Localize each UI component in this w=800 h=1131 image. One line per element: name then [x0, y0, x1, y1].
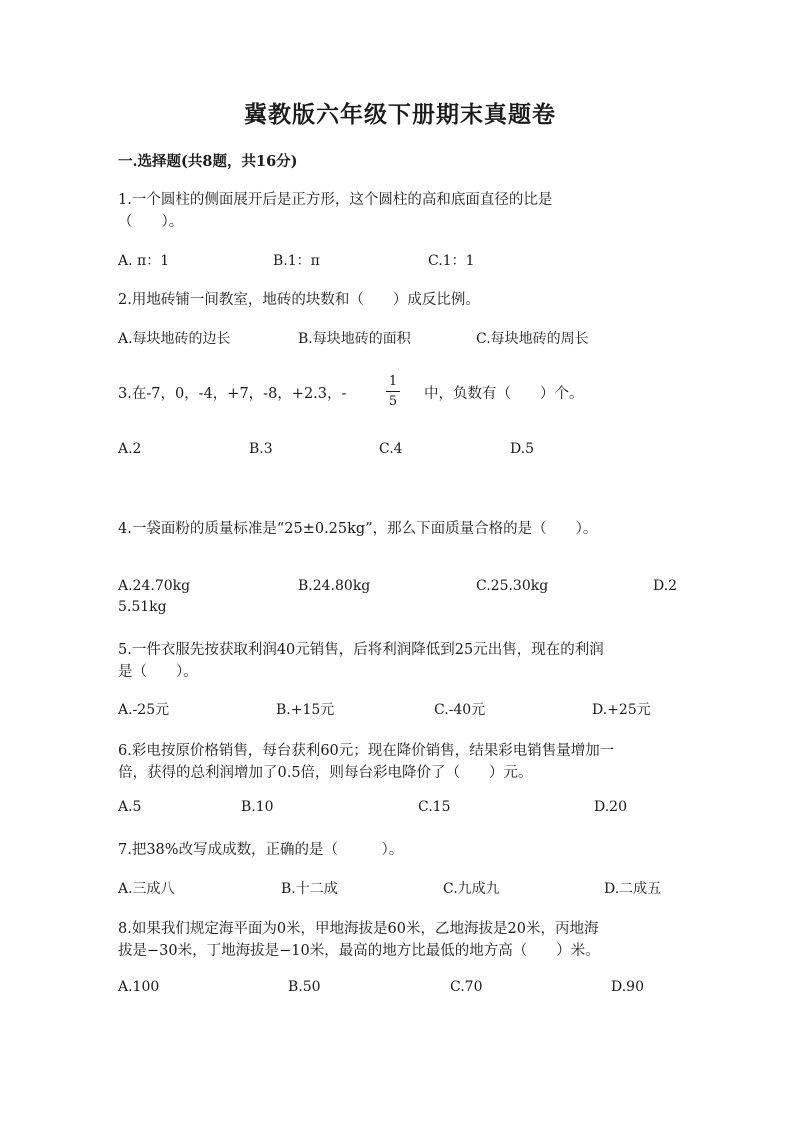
question-5-text-cont: 是（ ）。 [118, 664, 198, 680]
question-3-text: 3.在-7，0，-4，+7，-8，+2.3，- [118, 386, 347, 402]
question-4-option-b: B.24.80kg [298, 578, 371, 594]
question-8-text-cont: 拔是−30米，丁地海拔是−10米，最高的地方比最低的地方高（ ）米。 [118, 943, 600, 959]
question-8-option-d: D.90 [611, 979, 644, 995]
question-4-option-d: D.2 [653, 578, 678, 594]
question-4-text: 4.一袋面粉的质量标准是“25±0.25kg”，那么下面质量合格的是（ ）。 [118, 521, 598, 537]
question-1-text: 1.一个圆柱的侧面展开后是正方形，这个圆柱的高和底面直径的比是 [118, 192, 553, 208]
question-3-option-d: D.5 [510, 441, 535, 457]
exam-title: 冀教版六年级下册期末真题卷 [244, 101, 556, 128]
question-1-text-cont: （ ）。 [118, 214, 184, 230]
question-8-option-b: B.50 [288, 979, 321, 995]
question-6-text-cont: 倍，获得的总利润增加了0.5倍，则每台彩电降价了（ ）元。 [118, 765, 533, 781]
question-5-option-d: D.+25元 [592, 702, 651, 718]
question-5-text: 5.一件衣服先按获取利润40元销售，后将利润降低到25元出售，现在的利润 [118, 642, 604, 658]
fraction-one-fifth [381, 374, 405, 409]
question-8-text: 8.如果我们规定海平面为0米，甲地海拔是60米，乙地海拔是20米，丙地海 [118, 921, 599, 937]
fraction-numerator: 1 [388, 374, 398, 389]
question-3-text-cont: 中，负数有（ ）个。 [424, 386, 584, 402]
question-7-text: 7.把38%改写成成数，正确的是（ ）。 [118, 842, 404, 858]
question-2-option-a: A.每块地砖的边长 [118, 331, 231, 347]
question-2-text: 2.用地砖铺一间教室，地砖的块数和（ ）成反比例。 [118, 292, 480, 308]
question-5-option-b: B.+15元 [276, 702, 335, 718]
question-4-option-c: C.25.30kg [476, 578, 549, 594]
question-5-option-c: C.-40元 [434, 702, 486, 718]
question-1-option-a: A. π：1 [118, 253, 170, 269]
fraction-bar [386, 391, 400, 392]
question-6-option-c: C.15 [418, 799, 451, 815]
question-3-option-b: B.3 [249, 441, 273, 457]
question-2-option-c: C.每块地砖的周长 [476, 331, 589, 347]
question-7-option-b: B.十二成 [281, 881, 338, 897]
question-6-text: 6.彩电按原价格销售，每台获利60元；现在降价销售，结果彩电销售量增加一 [118, 743, 615, 759]
question-7-option-d: D.二成五 [604, 881, 662, 897]
question-4-option-a: A.24.70kg [118, 578, 191, 594]
question-6-option-b: B.10 [241, 799, 274, 815]
question-6-option-d: D.20 [594, 799, 627, 815]
question-8-option-c: C.70 [450, 979, 483, 995]
section-heading: 一.选择题(共8题，共16分) [118, 153, 298, 170]
question-7-option-c: C.九成九 [443, 881, 500, 897]
question-3-option-a: A.2 [118, 441, 142, 457]
question-2-option-b: B.每块地砖的面积 [298, 331, 411, 347]
question-1-option-b: B.1：π [273, 253, 320, 269]
question-4-option-d-cont: 5.51kg [118, 599, 167, 615]
question-3-option-c: C.4 [379, 441, 403, 457]
question-5-option-a: A.-25元 [118, 702, 170, 718]
question-1-option-c: C.1：1 [428, 253, 475, 269]
question-8-option-a: A.100 [118, 979, 160, 995]
fraction-denominator: 5 [388, 394, 398, 409]
question-6-option-a: A.5 [118, 799, 142, 815]
question-7-option-a: A.三成八 [118, 881, 175, 897]
